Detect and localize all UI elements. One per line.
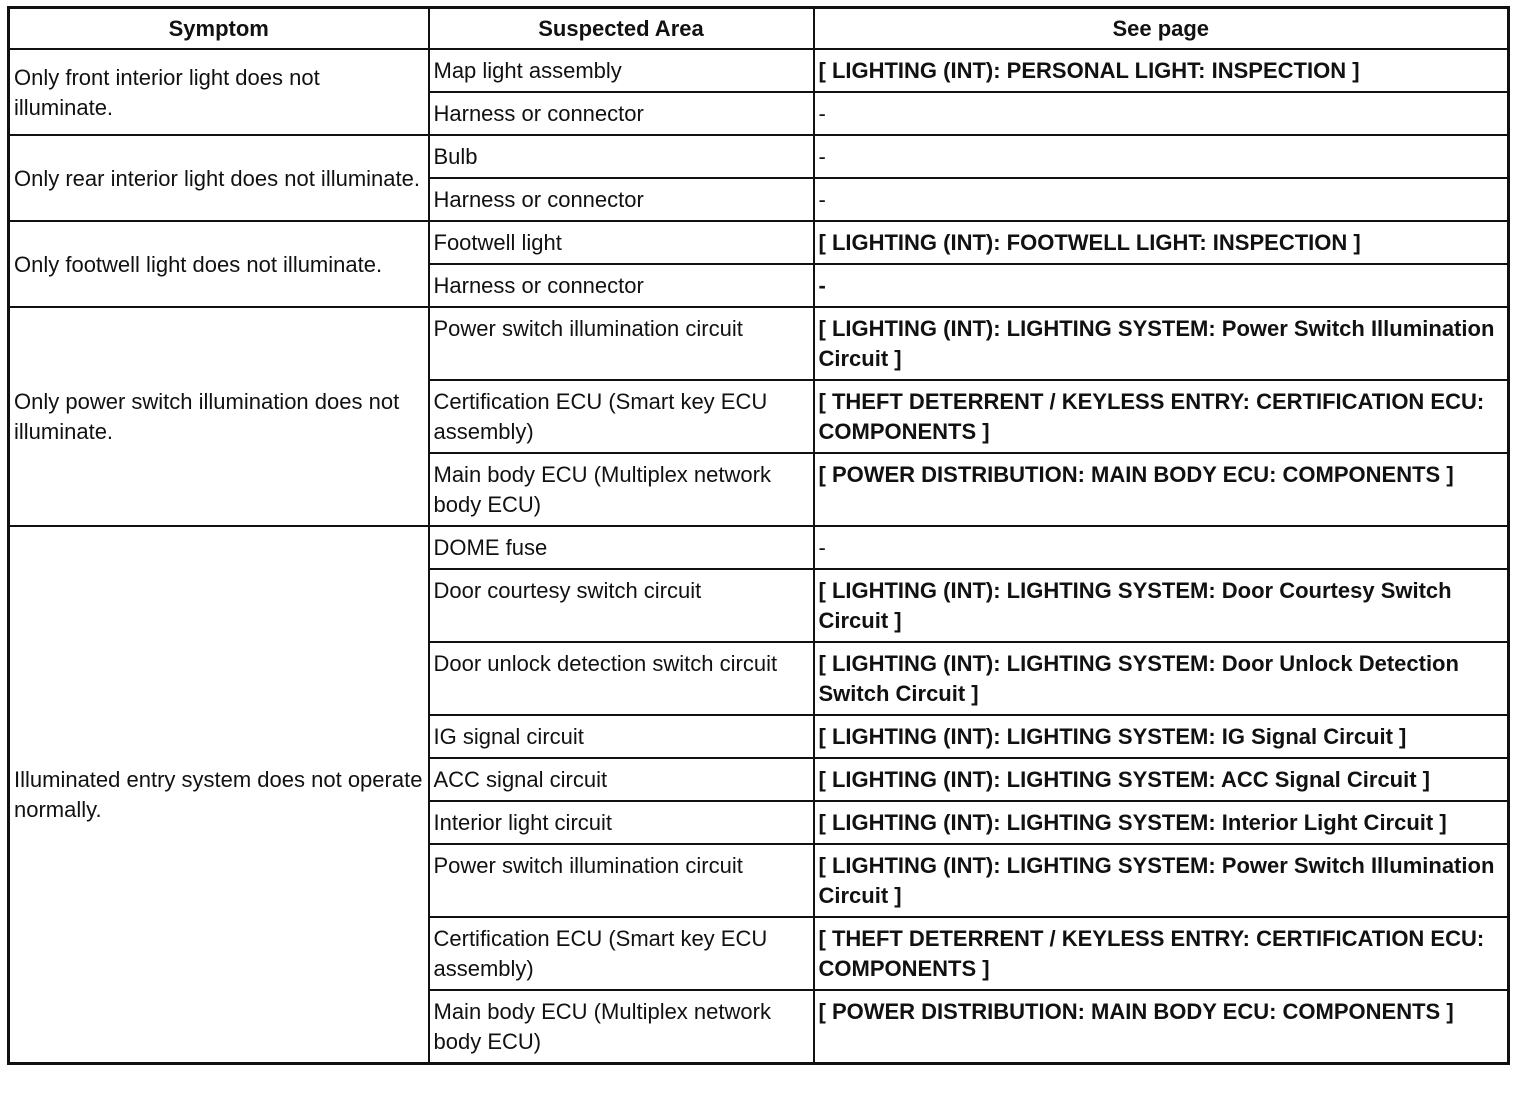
table-row bbox=[9, 526, 1509, 569]
see-page-link[interactable]: [ THEFT DETERRENT / KEYLESS ENTRY: CERTIFICATION ECU: COMPONENTS ] bbox=[814, 380, 1509, 453]
suspected-area-cell: Map light assembly bbox=[429, 49, 814, 92]
see-page-link[interactable]: [ LIGHTING (INT): LIGHTING SYSTEM: IG Signal Circuit ] bbox=[814, 715, 1509, 758]
symptom-cell: Only front interior light does not illuminate. bbox=[9, 49, 429, 135]
table-row bbox=[9, 307, 1509, 380]
see-page-link[interactable]: [ LIGHTING (INT): LIGHTING SYSTEM: ACC Signal Circuit ] bbox=[814, 758, 1509, 801]
suspected-area-cell: Door unlock detection switch circuit bbox=[429, 642, 814, 715]
see-page-cell: - bbox=[814, 526, 1509, 569]
see-page-link[interactable]: [ LIGHTING (INT): FOOTWELL LIGHT: INSPECTION ] bbox=[814, 221, 1509, 264]
suspected-area-cell: Certification ECU (Smart key ECU assembly) bbox=[429, 917, 814, 990]
symptom-cell: Only footwell light does not illuminate. bbox=[9, 221, 429, 307]
suspected-area-cell: Door courtesy switch circuit bbox=[429, 569, 814, 642]
suspected-area-cell: Harness or connector bbox=[429, 92, 814, 135]
header-row bbox=[9, 8, 1509, 50]
see-page-link[interactable]: [ LIGHTING (INT): LIGHTING SYSTEM: Door Courtesy Switch Circuit ] bbox=[814, 569, 1509, 642]
table-row bbox=[9, 221, 1509, 264]
see-page-link[interactable]: [ THEFT DETERRENT / KEYLESS ENTRY: CERTIFICATION ECU: COMPONENTS ] bbox=[814, 917, 1509, 990]
table-row bbox=[9, 49, 1509, 92]
suspected-area-cell: Interior light circuit bbox=[429, 801, 814, 844]
suspected-area-cell: Bulb bbox=[429, 135, 814, 178]
header-symptom: Symptom bbox=[9, 8, 429, 50]
table-row bbox=[9, 135, 1509, 178]
see-page-link[interactable]: [ POWER DISTRIBUTION: MAIN BODY ECU: COMPONENTS ] bbox=[814, 453, 1509, 526]
suspected-area-cell: Main body ECU (Multiplex network body ECU) bbox=[429, 453, 814, 526]
suspected-area-cell: Power switch illumination circuit bbox=[429, 844, 814, 917]
see-page-link[interactable]: [ LIGHTING (INT): LIGHTING SYSTEM: Door Unlock Detection Switch Circuit ] bbox=[814, 642, 1509, 715]
suspected-area-cell: Certification ECU (Smart key ECU assembly) bbox=[429, 380, 814, 453]
header-suspected-area: Suspected Area bbox=[429, 8, 814, 50]
symptom-table bbox=[7, 6, 1510, 1065]
suspected-area-cell: Main body ECU (Multiplex network body ECU) bbox=[429, 990, 814, 1064]
see-page-cell: - bbox=[814, 92, 1509, 135]
see-page-cell: - bbox=[814, 135, 1509, 178]
see-page-link[interactable]: [ LIGHTING (INT): PERSONAL LIGHT: INSPECTION ] bbox=[814, 49, 1509, 92]
suspected-area-cell: DOME fuse bbox=[429, 526, 814, 569]
see-page-link[interactable]: [ LIGHTING (INT): LIGHTING SYSTEM: Power Switch Illumination Circuit ] bbox=[814, 307, 1509, 380]
suspected-area-cell: Power switch illumination circuit bbox=[429, 307, 814, 380]
see-page-cell: - bbox=[814, 178, 1509, 221]
symptom-cell: Illuminated entry system does not operate normally. bbox=[9, 526, 429, 1064]
suspected-area-cell: ACC signal circuit bbox=[429, 758, 814, 801]
suspected-area-cell: IG signal circuit bbox=[429, 715, 814, 758]
see-page-link[interactable]: [ LIGHTING (INT): LIGHTING SYSTEM: Interior Light Circuit ] bbox=[814, 801, 1509, 844]
symptom-cell: Only rear interior light does not illuminate. bbox=[9, 135, 429, 221]
symptom-cell: Only power switch illumination does not illuminate. bbox=[9, 307, 429, 526]
suspected-area-cell: Harness or connector bbox=[429, 264, 814, 307]
header-see-page: See page bbox=[814, 8, 1509, 50]
see-page-link[interactable]: [ LIGHTING (INT): LIGHTING SYSTEM: Power Switch Illumination Circuit ] bbox=[814, 844, 1509, 917]
suspected-area-cell: Harness or connector bbox=[429, 178, 814, 221]
see-page-link[interactable]: [ POWER DISTRIBUTION: MAIN BODY ECU: COMPONENTS ] bbox=[814, 990, 1509, 1064]
see-page-cell: - bbox=[814, 264, 1509, 307]
document-page bbox=[7, 6, 1507, 1065]
suspected-area-cell: Footwell light bbox=[429, 221, 814, 264]
